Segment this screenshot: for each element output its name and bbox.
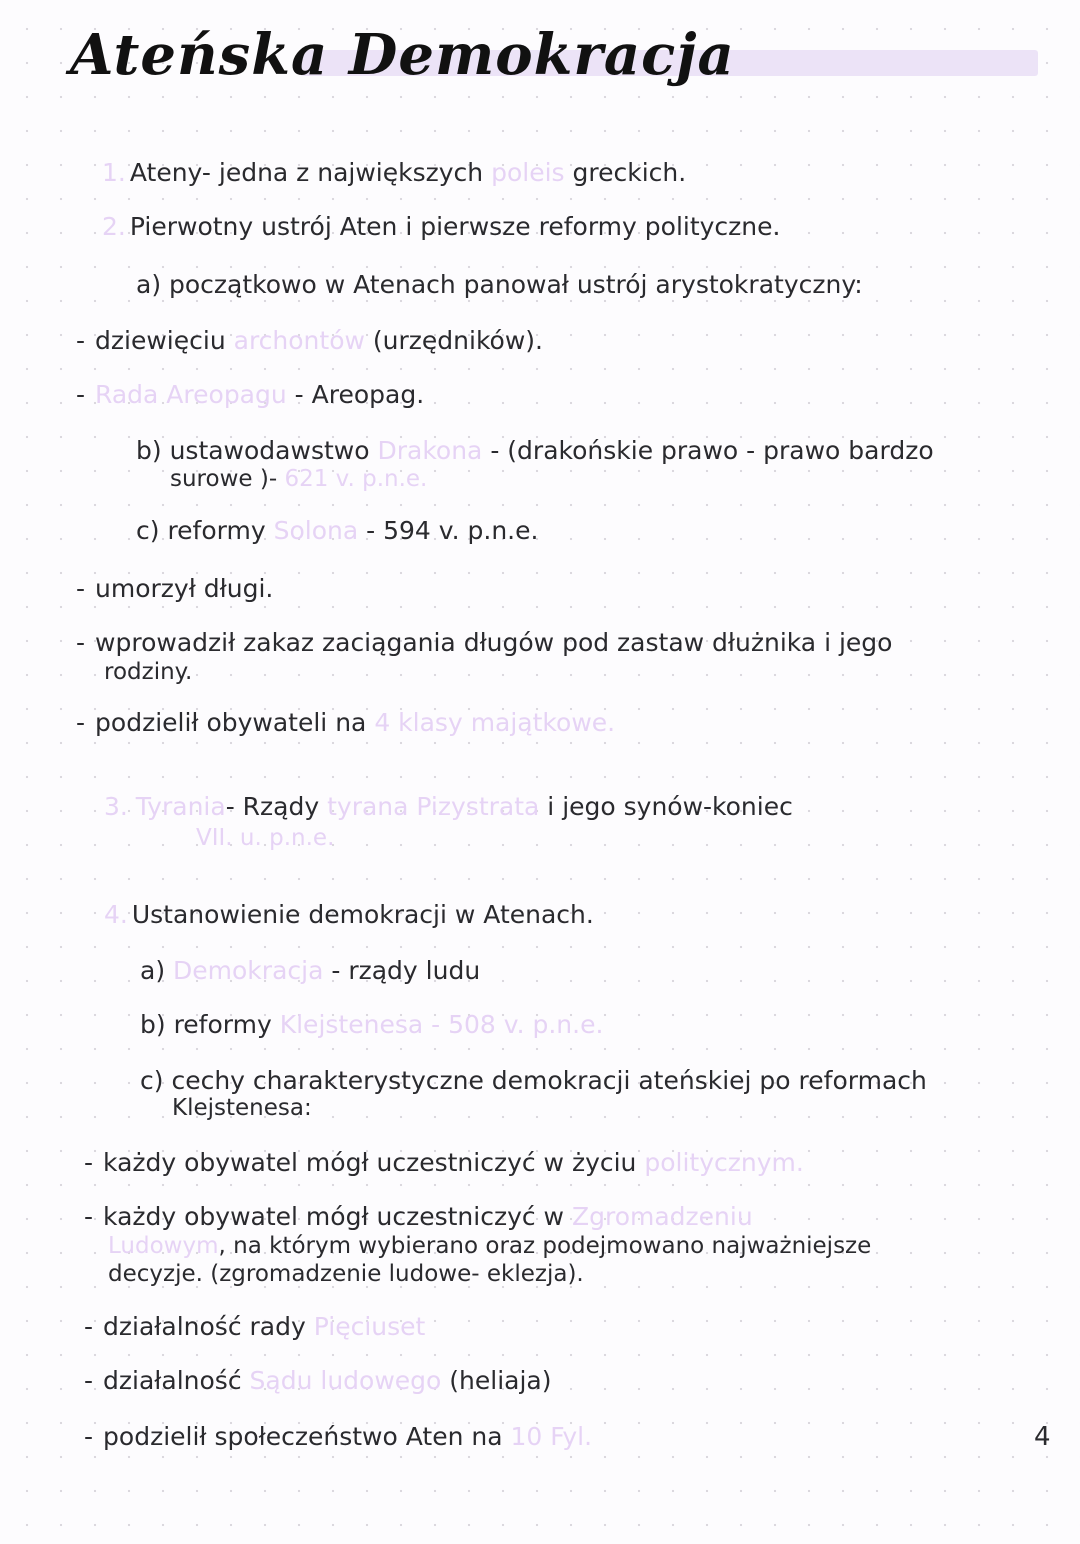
note-text: - (drakońskie prawo - prawo bardzo bbox=[490, 436, 934, 465]
highlighted-term: Drakona bbox=[377, 436, 483, 465]
bullet-dash: - bbox=[84, 1422, 94, 1451]
note-text: (heliaja) bbox=[449, 1366, 552, 1395]
note-text: - rządy ludu bbox=[331, 956, 481, 985]
note-text: każdy obywatel mógł uczestniczyć w życiu bbox=[103, 1148, 637, 1177]
note-line-12 bbox=[76, 708, 615, 738]
highlighted-term: 10 Fyl. bbox=[510, 1422, 593, 1451]
note-line-23 bbox=[108, 1262, 584, 1286]
item-number: 4. bbox=[104, 900, 128, 929]
note-line-19 bbox=[172, 1096, 312, 1120]
note-text: surowe )- bbox=[170, 466, 278, 492]
note-line-1 bbox=[102, 158, 686, 188]
note-text: b) reformy bbox=[140, 1010, 272, 1039]
highlighted-term: Sądu ludowego bbox=[249, 1366, 442, 1395]
note-text: - Rządy bbox=[225, 792, 320, 821]
note-line-16 bbox=[140, 956, 480, 986]
note-text: , na którym wybierano oraz podejmowano najważniejsze bbox=[218, 1233, 872, 1259]
note-line-8 bbox=[136, 516, 538, 546]
note-text: Pierwotny ustrój Aten i pierwsze reformy polityczne. bbox=[129, 212, 781, 241]
highlighted-term: Ludowym bbox=[108, 1233, 219, 1259]
highlighted-term: Demokracja bbox=[173, 956, 324, 985]
note-text: a) bbox=[140, 956, 166, 985]
bullet-dash: - bbox=[84, 1312, 94, 1341]
note-text: dziewięciu bbox=[95, 326, 226, 355]
item-number: 1. bbox=[102, 158, 126, 187]
note-line-15 bbox=[104, 900, 594, 930]
bullet-dash: - bbox=[84, 1148, 94, 1177]
highlighted-term: Rada Areopagu bbox=[95, 380, 287, 409]
note-text: Klejstenesa: bbox=[172, 1095, 312, 1121]
note-line-20 bbox=[84, 1148, 804, 1178]
note-text: wprowadził zakaz zaciągania długów pod zastaw dłużnika i jego bbox=[95, 628, 893, 657]
note-text: c) reformy bbox=[136, 516, 266, 545]
highlighted-term: archontów bbox=[233, 326, 365, 355]
note-text: Ustanowienie demokracji w Atenach. bbox=[131, 900, 594, 929]
bullet-dash: - bbox=[84, 1202, 94, 1231]
note-line-14 bbox=[196, 826, 334, 850]
note-text: b) ustawodawstwo bbox=[136, 436, 370, 465]
section-heading: 3. Tyrania bbox=[104, 792, 226, 821]
note-text: umorzył długi. bbox=[95, 574, 274, 603]
note-text: (urzędników). bbox=[372, 326, 543, 355]
note-text: rodziny. bbox=[104, 659, 193, 685]
note-line-17 bbox=[140, 1010, 603, 1040]
highlighted-term: VII. u. p.n.e. bbox=[196, 825, 335, 851]
note-line-11 bbox=[104, 660, 192, 684]
highlighted-term: Solona bbox=[273, 516, 359, 545]
page-number: 4 bbox=[1034, 1422, 1051, 1452]
highlighted-term: tyrana Pizystrata bbox=[327, 792, 540, 821]
note-text: działalność bbox=[103, 1366, 242, 1395]
note-line-4 bbox=[76, 326, 543, 356]
note-text: działalność rady bbox=[103, 1312, 306, 1341]
note-text: greckich. bbox=[572, 158, 687, 187]
highlighted-term: 621 v. p.n.e. bbox=[284, 466, 428, 492]
note-line-24 bbox=[84, 1312, 425, 1342]
highlighted-term: poleis bbox=[491, 158, 565, 187]
bullet-dash: - bbox=[76, 380, 86, 409]
note-text: każdy obywatel mógł uczestniczyć w bbox=[103, 1202, 565, 1231]
note-text: c) cechy charakterystyczne demokracji ateńskiej po reformach bbox=[140, 1066, 927, 1095]
note-line-9 bbox=[76, 574, 273, 604]
note-line-7 bbox=[170, 467, 427, 491]
note-text: podzielił społeczeństwo Aten na bbox=[103, 1422, 503, 1451]
note-line-5 bbox=[76, 380, 424, 410]
note-text: - 594 v. p.n.e. bbox=[366, 516, 539, 545]
note-line-21 bbox=[84, 1202, 753, 1232]
bullet-dash: - bbox=[76, 628, 86, 657]
bullet-dash: - bbox=[84, 1366, 94, 1395]
note-line-2 bbox=[102, 212, 780, 242]
note-text: - Areopag. bbox=[294, 380, 425, 409]
note-text: podzielił obywateli na bbox=[95, 708, 367, 737]
note-line-3 bbox=[136, 270, 863, 300]
note-line-25 bbox=[84, 1366, 552, 1396]
note-text: decyzje. (zgromadzenie ludowe- eklezja). bbox=[108, 1261, 584, 1287]
note-line-22 bbox=[108, 1234, 871, 1258]
note-line-18 bbox=[140, 1066, 927, 1096]
highlighted-term: Klejstenesa - 508 v. p.n.e. bbox=[279, 1010, 604, 1039]
note-line-6 bbox=[136, 436, 934, 466]
note-line-10 bbox=[76, 628, 892, 658]
highlighted-term: politycznym. bbox=[644, 1148, 804, 1177]
note-line-26 bbox=[84, 1422, 592, 1452]
bullet-dash: - bbox=[76, 708, 86, 737]
note-text: i jego synów-koniec bbox=[547, 792, 793, 821]
bullet-dash: - bbox=[76, 574, 86, 603]
item-number: 2. bbox=[102, 212, 126, 241]
highlighted-term: 4 klasy majątkowe. bbox=[374, 708, 616, 737]
note-line-13 bbox=[104, 792, 793, 822]
note-text: Ateny- jedna z największych bbox=[129, 158, 484, 187]
page-title: Ateńska Demokracja bbox=[70, 22, 735, 88]
note-text: a) początkowo w Atenach panował ustrój arystokratyczny: bbox=[136, 270, 863, 299]
highlighted-term: Pięciuset bbox=[313, 1312, 426, 1341]
bullet-dash: - bbox=[76, 326, 86, 355]
highlighted-term: Zgromadzeniu bbox=[571, 1202, 753, 1231]
